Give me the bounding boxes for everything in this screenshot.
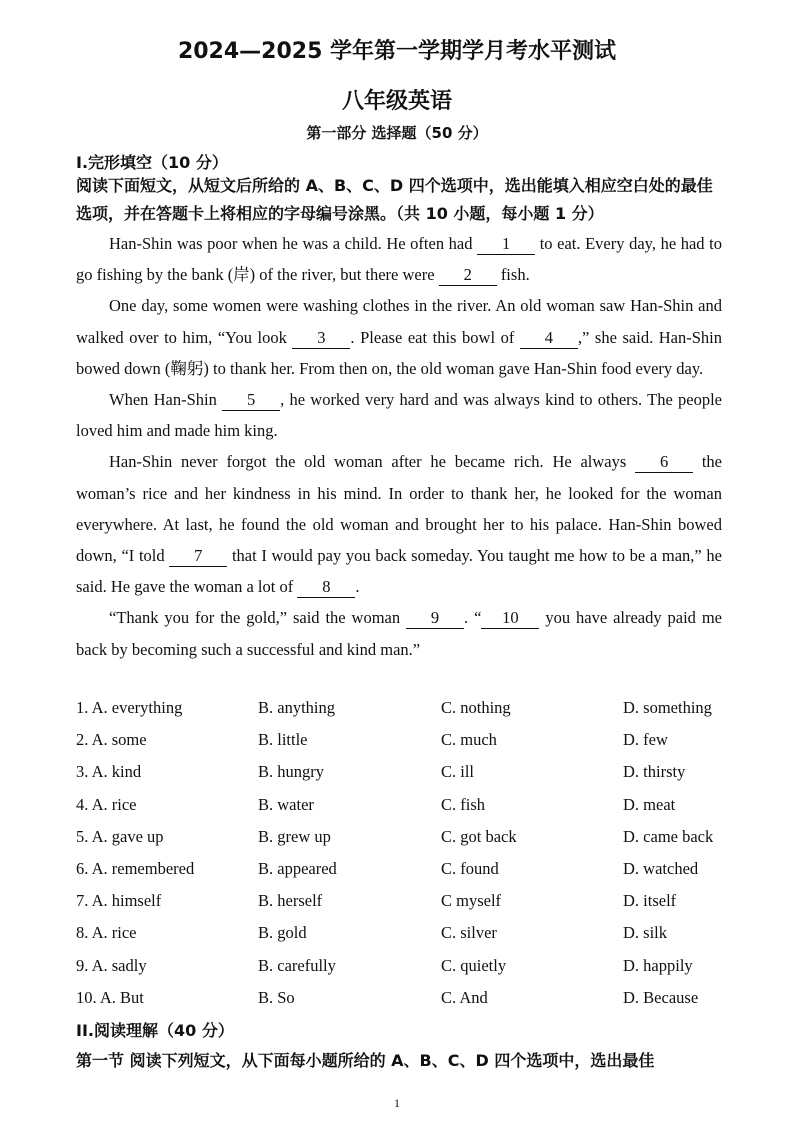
part-heading: 第一部分 选择题（50 分）	[306, 124, 488, 142]
exam-title: 2024—2025 学年第一学期学月考水平测试	[177, 39, 617, 64]
option-b: B. anything	[258, 698, 335, 717]
exam-subtitle: 八年级英语	[341, 89, 452, 114]
option-b: B. water	[258, 794, 314, 814]
option-b: B. carefully	[258, 955, 336, 975]
option-d: D. something	[623, 698, 712, 717]
option-d: D. came back	[623, 826, 714, 846]
option-c: C. ill	[441, 762, 475, 782]
option-a: 2. A. some	[76, 730, 147, 750]
option-c: C. And	[441, 987, 488, 1007]
option-row-3	[76, 762, 736, 794]
option-b: B. appeared	[258, 858, 337, 878]
blank-10: 10	[481, 608, 539, 629]
page-number: 1	[394, 1096, 400, 1110]
option-d: D. itself	[623, 891, 677, 911]
section1-heading: I.完形填空（10 分）	[76, 153, 228, 172]
option-row-5	[76, 827, 736, 859]
blank-5: 5	[222, 390, 280, 411]
blank-3: 3	[292, 328, 350, 349]
option-a: 4. A. rice	[76, 794, 137, 814]
option-c: C. got back	[441, 826, 517, 846]
blank-7: 7	[169, 546, 227, 567]
option-a: 1. A. everything	[76, 698, 183, 717]
blank-9: 9	[406, 608, 464, 629]
option-row-8	[76, 923, 736, 955]
blank-1: 1	[477, 234, 535, 255]
option-b: B. gold	[258, 923, 307, 943]
passage-paragraph: One day, some women were washing clothes in the river. An old woman saw Han-Shin and walked over to him, “You look 3 . Please eat this bowl of 4 ,” she said. Han-Shin bowed down (鞠躬) to thank her. From then on, the old woman gave Han-Shin food every day.	[76, 296, 723, 378]
option-a: 8. A. rice	[76, 923, 137, 943]
option-c: C myself	[441, 891, 502, 911]
option-a: 5. A. gave up	[76, 826, 164, 846]
option-d: D. Because	[623, 987, 699, 1007]
option-c: C. much	[441, 730, 497, 750]
option-d: D. thirsty	[623, 762, 686, 782]
option-d: D. meat	[623, 794, 676, 814]
option-c: C. silver	[441, 923, 497, 943]
section1-instruction: 阅读下面短文，从短文后所给的 A、B、C、D 四个选项中，选出能填入相应空白处的最佳选项，并在答题卡上将相应的字母编号涂黑。（共 10 小题，每小题 1 分）	[76, 176, 713, 223]
option-b: B. hungry	[258, 762, 324, 782]
option-a: 3. A. kind	[76, 762, 142, 782]
passage-paragraph: Han-Shin never forgot the old woman after he became rich. He always 6 the woman’s rice and her kindness in his mind. In order to thank her, he looked for the woman everywhere. At last, he found the old woman and brought her to his palace. Han-Shin bowed down, “I told 7 that I would pay you back someday. You taught me how to be a man,” he said. He gave the woman a lot of 8 .	[76, 452, 722, 597]
option-a: 9. A. sadly	[76, 955, 147, 975]
option-b: B. little	[258, 730, 308, 750]
passage-paragraph: When Han-Shin 5 , he worked very hard and was always kind to others. The people loved him and made him king.	[76, 390, 722, 441]
blank-2: 2	[439, 265, 497, 286]
blank-8: 8	[297, 577, 355, 598]
option-d: D. silk	[623, 923, 668, 943]
option-d: D. happily	[623, 955, 693, 975]
option-row-10	[76, 988, 736, 1020]
option-a: 6. A. remembered	[76, 858, 195, 878]
options-list	[76, 698, 736, 1020]
option-a: 7. A. himself	[76, 891, 162, 911]
option-row-4	[76, 795, 736, 827]
cloze-passage	[76, 228, 722, 665]
option-d: D. watched	[623, 858, 699, 878]
option-b: B. herself	[258, 891, 323, 911]
option-row-7	[76, 891, 736, 923]
option-row-2	[76, 730, 736, 762]
passage-paragraph: Han-Shin was poor when he was a child. He often had 1 to eat. Every day, he had to go fishing by the bank (岸) of the river, but there were 2 fish.	[76, 234, 722, 285]
option-row-9	[76, 956, 736, 988]
option-a: 10. A. But	[76, 987, 144, 1007]
passage-paragraph: “Thank you for the gold,” said the woman 9 . “ 10 you have already paid me back by becoming such a successful and kind man.”	[76, 608, 723, 659]
option-row-6	[76, 859, 736, 891]
blank-6: 6	[635, 452, 693, 473]
option-d: D. few	[623, 730, 668, 750]
option-c: C. nothing	[441, 698, 511, 717]
option-b: B. grew up	[258, 826, 331, 846]
option-c: C. fish	[441, 794, 486, 814]
blank-4: 4	[520, 328, 578, 349]
option-c: C. quietly	[441, 955, 507, 975]
option-c: C. found	[441, 858, 499, 878]
option-row-1	[76, 698, 736, 730]
section2-heading: II.阅读理解（40 分）	[76, 1021, 234, 1040]
option-b: B. So	[258, 987, 295, 1007]
section2-instruction: 第一节 阅读下列短文，从下面每小题所给的 A、B、C、D 四个选项中，选出最佳	[76, 1051, 655, 1070]
